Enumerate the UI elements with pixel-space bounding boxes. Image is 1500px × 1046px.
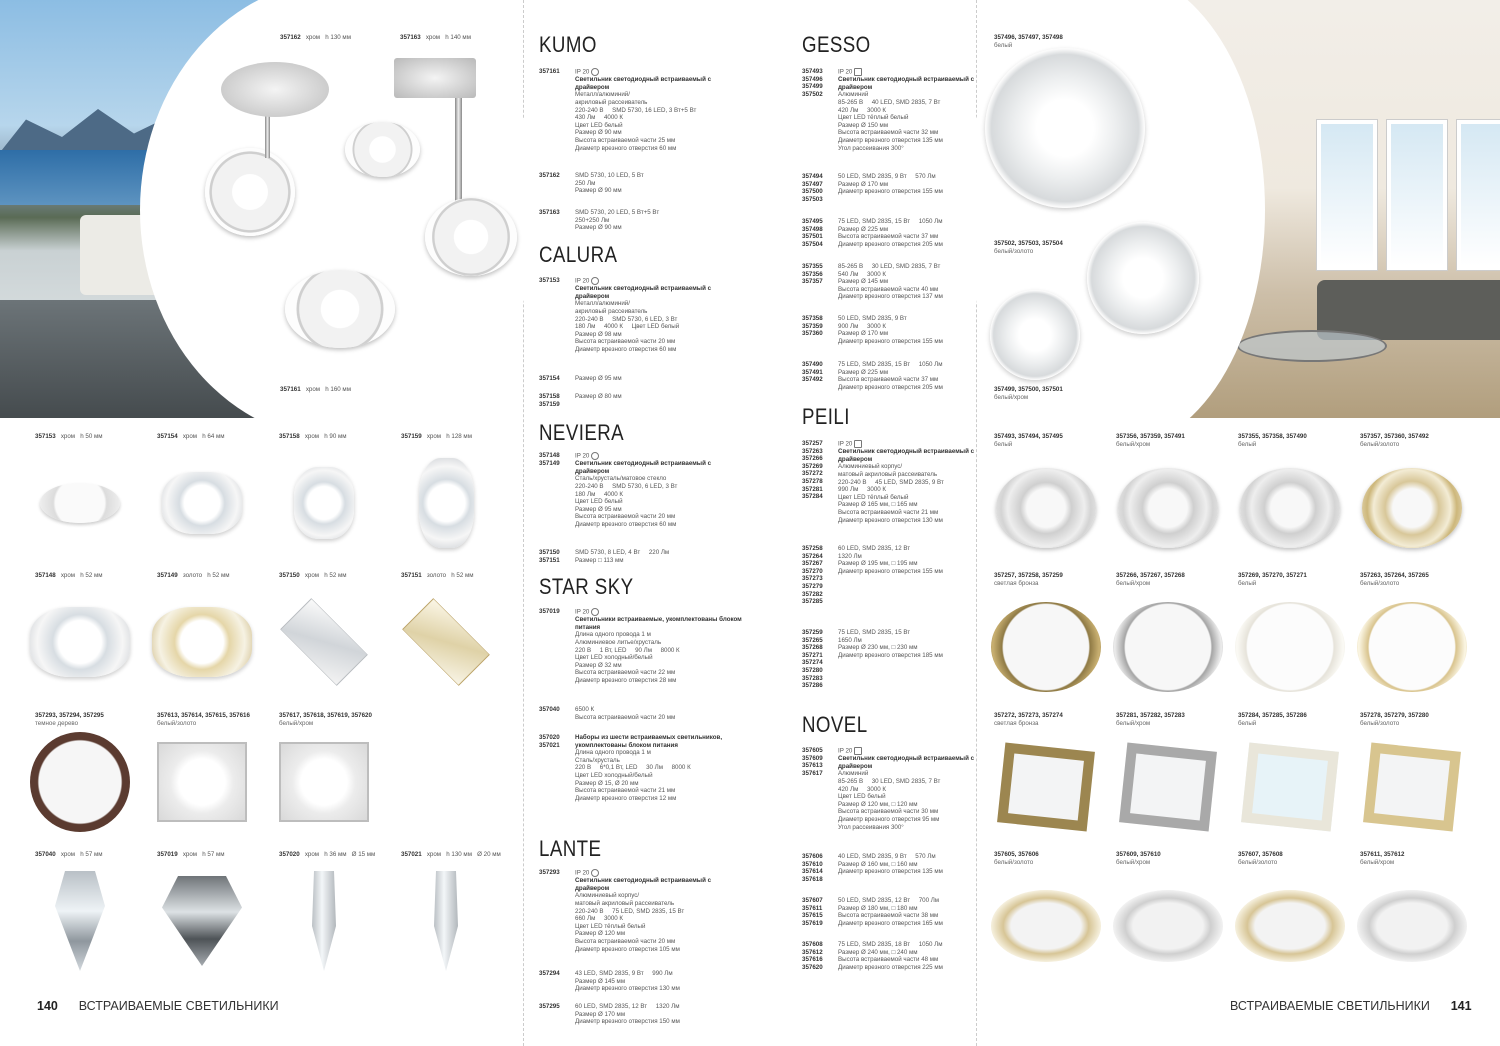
ip-rating: IP 20: [575, 277, 590, 285]
spec-line: Размер Ø 15, Ø 20 мм: [575, 779, 639, 787]
spec-line: Сталь/хрусталь: [575, 756, 620, 764]
caption-right-7: 357263, 357264, 357265 белый/золото: [1360, 572, 1429, 587]
spec-line: Размер Ø 32 мм: [575, 661, 622, 669]
spec-line: Алюминиевый корпус/: [838, 463, 903, 471]
spec-line: 1650 Лм: [838, 636, 862, 644]
spec-line: акриловый рассеиватель: [575, 308, 648, 316]
title-kumo: KUMO: [539, 32, 597, 57]
spec-line: Диаметр врезного отверстия 60 мм: [575, 520, 677, 528]
spec-line: 60 LED, SMD 2835, 12 Вт 1320 Лм: [575, 1003, 680, 1010]
caption-357162: 357162 хром h 130 мм: [280, 34, 351, 41]
spec-line: 180 Лм 4000 К Цвет LED белый: [575, 323, 680, 331]
spec-line: акриловый рассеиватель: [575, 99, 648, 107]
product-image-right-6: [1235, 602, 1345, 692]
spec-line: 430 Лм 4000 К: [575, 114, 624, 122]
caption-7: 357151 золото h 52 мм: [401, 572, 474, 579]
spec-line: Диаметр врезного отверстия 205 мм: [838, 240, 943, 248]
spec-line: Высота встраиваемой части 20 мм: [575, 937, 676, 945]
spec-line: 85-265 В 40 LED, SMD 2835, 7 Вт: [838, 99, 941, 107]
spec-line: Диаметр врезного отверстия 130 мм: [838, 516, 943, 524]
spec-line: Размер Ø 95 мм: [575, 375, 622, 382]
square-mount-icon: [854, 68, 862, 76]
spec-line: Металл/алюминий/: [575, 300, 630, 308]
spec-line: 75 LED, SMD 2835, 15 Вт 1050 Лм: [838, 218, 943, 225]
product-image-right-14: [1235, 890, 1345, 962]
spec-line: Размер Ø 165 мм, □ 165 мм: [838, 501, 918, 509]
product-image-right-2: [1240, 468, 1340, 548]
caption-right-8: 357272, 357273, 357274 светлая бронза: [994, 712, 1063, 727]
product-image-0: [40, 483, 120, 523]
caption-right-4: 357257, 357258, 357259 светлая бронза: [994, 572, 1063, 587]
product-image-357163-a: [345, 122, 420, 177]
spec-line: SMD 5730, 20 LED, 5 Вт+5 Вт: [575, 209, 660, 216]
product-image-3: [419, 458, 474, 548]
product-name: Светильник светодиодный встраиваемый с драйвером: [575, 76, 712, 91]
spec-line: Диаметр врезного отверстия 165 мм: [838, 919, 943, 927]
spec-line: Размер Ø 150 мм: [838, 121, 889, 129]
spec-line: 900 Лм 3000 К: [838, 322, 887, 330]
spec-line: Высота встраиваемой части 25 мм: [575, 136, 676, 144]
product-image-right-7: [1357, 602, 1467, 692]
spec-codes: 357158 357159: [539, 393, 560, 408]
spec-line: Диаметр врезного отверстия 60 мм: [575, 144, 677, 152]
spec-line: SMD 5730, 10 LED, 5 Вт: [575, 172, 644, 179]
spec-line: Размер Ø 120 мм, □ 120 мм: [838, 800, 918, 808]
product-image-357161: [285, 270, 395, 348]
square-mount-icon: [854, 440, 862, 448]
ip-rating: IP 20: [575, 68, 590, 76]
spec-line: Диаметр врезного отверстия 205 мм: [838, 383, 943, 391]
product-name: Наборы из шести встраиваемых светильников, укомплектованы блоком питания: [575, 734, 723, 749]
product-image-7: [402, 598, 490, 686]
product-image-14: [426, 871, 466, 971]
product-image-357162: [205, 148, 295, 236]
spec-codes: 357355 357356 357357: [802, 263, 823, 286]
product-image-right-13: [1113, 890, 1223, 962]
product-image-right-1: [1118, 468, 1218, 548]
product-image-12: [162, 876, 242, 966]
spec-codes: 357019: [539, 608, 560, 615]
spec-line: Сталь/хрусталь/матовое стекло: [575, 475, 667, 483]
spec-line: 420 Лм 3000 К: [838, 785, 887, 793]
caption-right-5: 357266, 357267, 357268 белый/хром: [1116, 572, 1185, 587]
spec-line: 85-265 В 30 LED, SMD 2835, 7 Вт: [838, 778, 941, 786]
spec-codes: 357294: [539, 970, 560, 977]
title-starsky: STAR SKY: [539, 574, 634, 599]
spec-line: Цвет LED белый: [838, 793, 886, 801]
ip-rating: IP 20: [838, 68, 853, 76]
caption-gesso-b: 357502, 357503, 357504 белый/золото: [994, 240, 1063, 255]
spec-line: 50 LED, SMD 2835, 9 Вт 570 Лм: [838, 173, 936, 180]
spec-codes: 357606 357610 357614 357618: [802, 853, 823, 883]
spec-line: Диаметр врезного отверстия 137 мм: [838, 293, 943, 301]
spec-codes: 357608 357612 357616 357620: [802, 941, 823, 971]
spec-codes: 357153: [539, 277, 560, 284]
spec-codes: 357495 357498 357501 357504: [802, 218, 823, 248]
spec-line: матовый акриловый рассеиватель: [838, 471, 938, 479]
spec-line: Алюминий: [838, 91, 869, 99]
product-name: Светильник светодиодный встраиваемый с драйвером: [575, 877, 712, 892]
caption-12: 357019 хром h 57 мм: [157, 851, 225, 858]
caption-357163: 357163 хром h 140 мм: [400, 34, 471, 41]
spec-line: 43 LED, SMD 2835, 9 Вт 990 Лм: [575, 970, 673, 977]
spec-codes: 357607 357611 357615 357619: [802, 897, 823, 927]
spec-line: 220-240 В SMD 5730, 6 LED, 3 Вт: [575, 483, 678, 491]
spec-line: Размер Ø 240 мм, □ 240 мм: [838, 948, 918, 956]
product-image-8: [30, 732, 130, 832]
spec-line: Цвет LED белый: [575, 498, 623, 506]
spec-line: 250 Лм: [575, 179, 596, 187]
spec-line: 40 LED, SMD 2835, 9 Вт 570 Лм: [838, 853, 936, 860]
caption-2: 357158 хром h 90 мм: [279, 433, 347, 440]
caption-6: 357150 хром h 52 мм: [279, 572, 347, 579]
spec-line: Размер Ø 180 мм, □ 180 мм: [838, 904, 918, 912]
spec-codes: 357259 357265 357268 357271 357274 357280 357283 357286: [802, 629, 823, 690]
spec-line: Высота встраиваемой части 20 мм: [575, 513, 676, 521]
product-image-10: [279, 742, 369, 822]
caption-right-3: 357357, 357360, 357492 белый/золото: [1360, 433, 1429, 448]
spec-line: Угол рассеивания 300°: [838, 823, 904, 831]
kumo-base-1: [221, 62, 329, 117]
caption-right-10: 357284, 357285, 357286 белый: [1238, 712, 1307, 727]
spec-line: Диаметр врезного отверстия 155 мм: [838, 567, 943, 575]
caption-gesso-a: 357496, 357497, 357498 белый: [994, 34, 1063, 49]
spec-line: Алюминиевый корпус/: [575, 892, 640, 900]
spec-line: Размер Ø 225 мм: [838, 368, 889, 376]
title-novel: NOVEL: [802, 712, 868, 737]
spec-line: Цвет LED холодный/белый: [575, 654, 653, 662]
caption-0: 357153 хром h 50 мм: [35, 433, 103, 440]
caption-9: 357613, 357614, 357615, 357616 белый/золото: [157, 712, 250, 727]
spec-line: 220-240 В SMD 5730, 16 LED, 3 Вт+5 Вт: [575, 106, 697, 114]
spec-codes: 357162: [539, 172, 560, 179]
spec-codes: 357150 357151: [539, 549, 560, 564]
spec-line: 420 Лм 3000 К: [838, 106, 887, 114]
spec-line: Высота встраиваемой части 22 мм: [575, 669, 676, 677]
product-image-right-11: [1363, 742, 1461, 831]
caption-right-0: 357493, 357494, 357495 белый: [994, 433, 1063, 448]
caption-14: 357021 хром h 130 мм Ø 20 мм: [401, 851, 501, 858]
caption-11: 357040 хром h 57 мм: [35, 851, 103, 858]
spec-line: 220 В 6*0,1 Вт, LED 30 Лм 8000 К: [575, 764, 691, 772]
spec-line: Высота встраиваемой части 30 мм: [838, 808, 939, 816]
spec-line: Цвет LED тёплый белый: [838, 114, 909, 122]
product-image-right-5: [1113, 602, 1223, 692]
spec-codes: 357161: [539, 68, 560, 75]
product-image-6: [280, 598, 368, 686]
title-neviera: NEVIERA: [539, 420, 625, 445]
spec-line: Металл/алюминий/: [575, 91, 630, 99]
spec-line: Диаметр врезного отверстия 105 мм: [575, 945, 680, 953]
spec-line: Угол рассеивания 300°: [838, 144, 904, 152]
spec-line: 75 LED, SMD 2835, 15 Вт 1050 Лм: [838, 361, 943, 368]
page-footer-left: 140 ВСТРАИВАЕМЫЕ СВЕТИЛЬНИКИ: [37, 999, 279, 1013]
product-name: Светильник светодиодный встраиваемый с драйвером: [838, 76, 975, 91]
spec-line: Высота встраиваемой части 48 мм: [838, 956, 939, 964]
spec-line: 50 LED, SMD 2835, 12 Вт 700 Лм: [838, 897, 940, 904]
spec-line: 50 LED, SMD 2835, 9 Вт: [838, 315, 907, 322]
ip-rating: IP 20: [575, 869, 590, 877]
spec-line: Высота встраиваемой части 21 мм: [575, 787, 676, 795]
spec-line: Размер Ø 90 мм: [575, 187, 622, 195]
spec-line: 220-240 В 45 LED, SMD 2835, 9 Вт: [838, 478, 944, 486]
spec-line: 220 В 1 Вт, LED 90 Лм 8000 К: [575, 646, 680, 654]
spec-line: Размер Ø 90 мм: [575, 129, 622, 137]
caption-10: 357617, 357618, 357619, 357620 белый/хром: [279, 712, 372, 727]
caption-13: 357020 хром h 36 мм Ø 15 мм: [279, 851, 376, 858]
spec-line: 85-265 В 30 LED, SMD 2835, 7 Вт: [838, 263, 941, 270]
title-gesso: GESSO: [802, 32, 871, 57]
product-image-9: [157, 742, 247, 822]
spec-line: 75 LED, SMD 2835, 18 Вт 1050 Лм: [838, 941, 943, 948]
product-image-gesso-gold: [1087, 222, 1199, 334]
spec-line: 250+250 Лм: [575, 216, 610, 224]
product-image-11: [55, 871, 105, 971]
spec-line: Диаметр врезного отверстия 135 мм: [838, 136, 943, 144]
ip-rating: IP 20: [575, 608, 590, 616]
spec-line: Размер Ø 225 мм: [838, 225, 889, 233]
title-calura: CALURA: [539, 242, 618, 267]
caption-right-15: 357611, 357612 белый/хром: [1360, 851, 1405, 866]
caption-right-12: 357605, 357606 белый/золото: [994, 851, 1039, 866]
spec-line: Цвет LED холодный/белый: [575, 771, 653, 779]
spec-codes: 357020 357021: [539, 734, 560, 749]
spec-line: Диаметр врезного отверстия 185 мм: [838, 651, 943, 659]
spec-line: Диаметр врезного отверстия 130 мм: [575, 985, 680, 993]
spec-line: Диаметр врезного отверстия 155 мм: [838, 188, 943, 196]
spec-codes: 357258 357264 357267 357270 357273 357279 357282 357285: [802, 545, 823, 606]
spec-line: 60 LED, SMD 2835, 12 Вт: [838, 545, 911, 552]
spec-codes: 357257 357263 357266 357269 357272 357278 357281 357284: [802, 440, 823, 501]
product-image-5: [152, 607, 252, 677]
spec-line: Размер Ø 98 мм: [575, 330, 622, 338]
spec-line: Диаметр врезного отверстия 225 мм: [838, 963, 943, 971]
ip-rating: IP 20: [838, 747, 853, 755]
spec-codes: 357295: [539, 1003, 560, 1010]
spec-line: Размер Ø 170 мм: [838, 180, 889, 188]
spec-line: SMD 5730, 8 LED, 4 Вт 220 Лм: [575, 549, 670, 556]
spec-line: 180 Лм 4000 К: [575, 490, 624, 498]
spec-line: Высота встраиваемой части 20 мм: [575, 713, 676, 721]
spec-line: 540 Лм 3000 К: [838, 270, 887, 278]
spec-codes: 357148 357149: [539, 452, 560, 467]
spec-line: Цвет LED белый: [575, 121, 623, 129]
product-name: Светильники встраиваемые, укомплектованы блоком питания: [575, 616, 742, 631]
ip-rating: IP 20: [575, 452, 590, 460]
spec-line: Диаметр врезного отверстия 28 мм: [575, 676, 677, 684]
spec-line: 75 LED, SMD 2835, 15 Вт: [838, 629, 911, 636]
spec-line: Высота встраиваемой части 21 мм: [838, 508, 939, 516]
product-image-357163-b: [425, 198, 517, 276]
spec-line: Размер Ø 230 мм, □ 230 мм: [838, 644, 918, 652]
spec-line: Диаметр врезного отверстия 150 мм: [575, 1018, 680, 1026]
product-name: Светильник светодиодный встраиваемый с драйвером: [838, 448, 975, 463]
product-image-4: [30, 607, 130, 677]
caption-5: 357149 золото h 52 мм: [157, 572, 230, 579]
led-chip-icon: [591, 277, 599, 285]
spec-line: Размер Ø 145 мм: [575, 977, 626, 985]
spec-line: Размер Ø 145 мм: [838, 278, 889, 286]
product-image-13: [304, 871, 344, 971]
spec-codes: 357040: [539, 706, 560, 713]
caption-right-11: 357278, 357279, 357280 белый/золото: [1360, 712, 1429, 727]
product-name: Светильник светодиодный встраиваемый с драйвером: [575, 285, 712, 300]
kumo-base-2: [394, 58, 476, 98]
led-chip-icon: [591, 608, 599, 616]
led-chip-icon: [591, 68, 599, 76]
spec-line: 660 Лм 3000 К: [575, 915, 624, 923]
spec-line: Цвет LED тёплый белый: [575, 922, 646, 930]
caption-3: 357159 хром h 128 мм: [401, 433, 472, 440]
spec-codes: 357490 357491 357492: [802, 361, 823, 384]
spec-line: Диаметр врезного отверстия 155 мм: [838, 337, 943, 345]
product-image-right-3: [1362, 468, 1462, 548]
caption-right-2: 357355, 357358, 357490 белый: [1238, 433, 1307, 448]
spec-line: Размер □ 113 мм: [575, 556, 624, 564]
spec-line: Алюминиевое литье/хрусталь: [575, 639, 662, 647]
caption-right-6: 357269, 357270, 357271 белый: [1238, 572, 1307, 587]
product-image-2: [294, 467, 354, 539]
spec-line: Высота встраиваемой части 20 мм: [575, 338, 676, 346]
caption-right-14: 357607, 357608 белый/золото: [1238, 851, 1283, 866]
page-footer-right: ВСТРАИВАЕМЫЕ СВЕТИЛЬНИКИ 141: [1230, 999, 1472, 1013]
spec-line: 1320 Лм: [838, 552, 862, 560]
spec-codes: 357358 357359 357360: [802, 315, 823, 338]
spec-line: 990 Лм 3000 К: [838, 486, 887, 494]
square-mount-icon: [854, 747, 862, 755]
caption-1: 357154 хром h 64 мм: [157, 433, 225, 440]
product-image-right-10: [1241, 742, 1339, 831]
spec-line: 220-240 В SMD 5730, 6 LED, 3 Вт: [575, 315, 678, 323]
spec-line: Высота встраиваемой части 38 мм: [838, 912, 939, 920]
title-lante: LANTE: [539, 836, 602, 861]
spec-line: Размер Ø 195 мм, □ 195 мм: [838, 560, 918, 568]
product-image-1: [162, 472, 242, 534]
spec-line: матовый акриловый рассеиватель: [575, 900, 675, 908]
spec-line: Алюминий: [838, 770, 869, 778]
caption-4: 357148 хром h 52 мм: [35, 572, 103, 579]
spec-line: Диаметр врезного отверстия 60 мм: [575, 345, 677, 353]
spec-line: Диаметр врезного отверстия 12 мм: [575, 794, 677, 802]
spec-line: Размер Ø 170 мм: [838, 330, 889, 338]
led-chip-icon: [591, 452, 599, 460]
spec-line: Размер Ø 120 мм: [575, 930, 626, 938]
spec-line: 220-240 В 75 LED, SMD 2835, 15 Вт: [575, 907, 685, 915]
caption-right-1: 357356, 357359, 357491 белый/хром: [1116, 433, 1185, 448]
spec-line: Высота встраиваемой части 37 мм: [838, 376, 939, 384]
title-peili: PEILI: [802, 404, 850, 429]
spec-line: Длина одного провода 1 м: [575, 749, 651, 757]
spec-line: Диаметр врезного отверстия 135 мм: [838, 868, 943, 876]
caption-right-13: 357609, 357610 белый/хром: [1116, 851, 1161, 866]
spec-codes: 357293: [539, 869, 560, 876]
spec-line: Высота встраиваемой части 37 мм: [838, 233, 939, 241]
product-image-right-15: [1357, 890, 1467, 962]
led-chip-icon: [591, 869, 599, 877]
spec-line: Высота встраиваемой части 40 мм: [838, 285, 939, 293]
ip-rating: IP 20: [838, 440, 853, 448]
spec-line: Размер Ø 170 мм: [575, 1010, 626, 1018]
caption-357161: 357161 хром h 160 мм: [280, 386, 351, 393]
spec-line: Размер Ø 90 мм: [575, 224, 622, 232]
spec-codes: 357493 357496 357499 357502: [802, 68, 823, 98]
spec-line: Размер Ø 160 мм, □ 160 мм: [838, 860, 918, 868]
product-image-right-9: [1119, 742, 1217, 831]
spec-line: Размер Ø 95 мм: [575, 505, 622, 513]
caption-8: 357293, 357294, 357295 темное дерево: [35, 712, 104, 727]
caption-gesso-c: 357499, 357500, 357501 белый/хром: [994, 386, 1063, 401]
caption-right-9: 357281, 357282, 357283 белый/хром: [1116, 712, 1185, 727]
spec-line: Высота встраиваемой части 32 мм: [838, 129, 939, 137]
spec-line: 6500 К: [575, 706, 595, 713]
spec-line: Диаметр врезного отверстия 95 мм: [838, 815, 940, 823]
spec-codes: 357163: [539, 209, 560, 216]
spec-line: Цвет LED тёплый белый: [838, 493, 909, 501]
spec-codes: 357154: [539, 375, 560, 382]
product-name: Светильник светодиодный встраиваемый с драйвером: [838, 755, 975, 770]
spec-codes: 357605 357609 357613 357617: [802, 747, 823, 777]
spec-line: Длина одного провода 1 м: [575, 631, 651, 639]
spec-codes: 357494 357497 357500 357503: [802, 173, 823, 203]
spec-line: Размер Ø 80 мм: [575, 393, 622, 400]
product-name: Светильник светодиодный встраиваемый с драйвером: [575, 460, 712, 475]
